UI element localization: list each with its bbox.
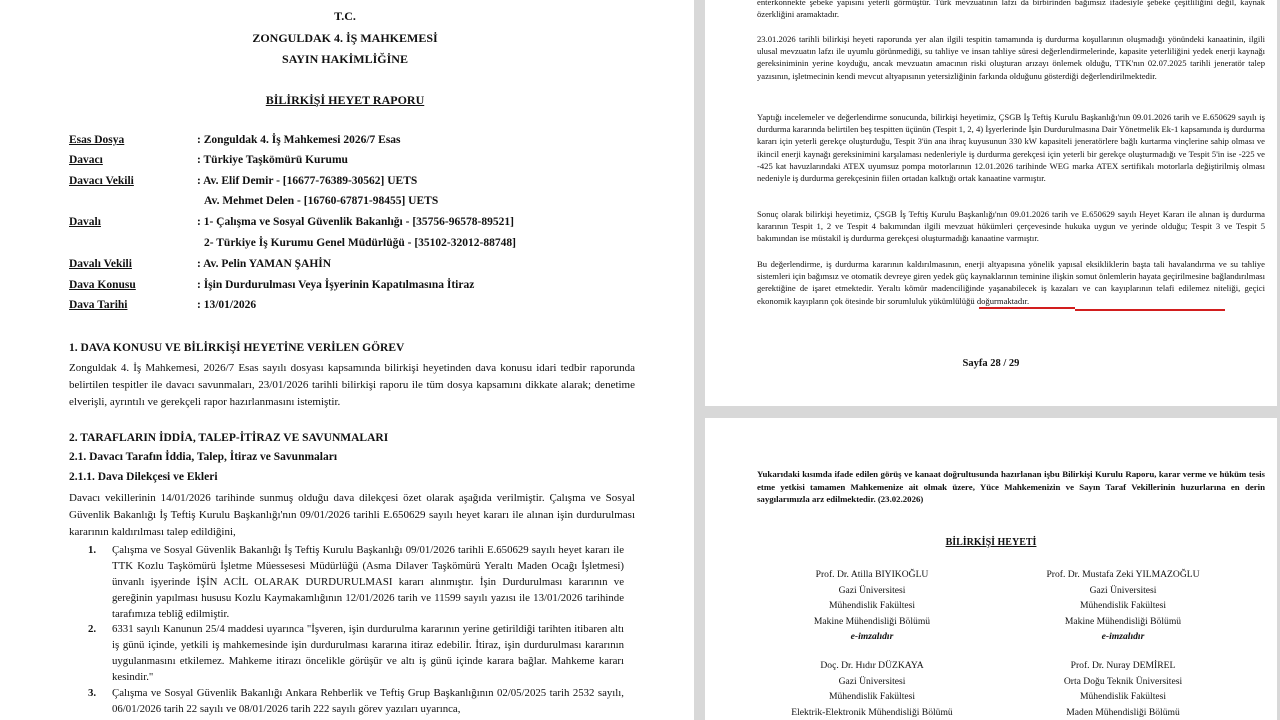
meta-value: Av. Mehmet Delen - [16760-67871-98455] UETS [204, 195, 439, 207]
committee-title: BİLİRKİŞİ HEYETİ [945, 537, 1037, 548]
signatory-block [993, 567, 1253, 645]
meta-value: : 1- Çalışma ve Sosyal Güvenlik Bakanlığı - [35756-96578-89521] [197, 216, 514, 228]
section-2-1-1-paragraph: Davacı vekillerinin 14/01/2026 tarihinde sunmuş olduğu dava dilekçesi özet olarak aşağıda verilmiştir. Çalışma ve Sosyal Güvenlik Bakanlığı İş Teftiş Kurulu Başkanlığı'nın 09/01/2026 tarihli E.650629 sayılı heyet kararı ile alınan işin durdurulması kararının kaldırılması talep edildiğini, [69, 492, 635, 538]
meta-key: Dava Tarihi [69, 299, 128, 311]
paragraph: Bu değerlendirme, iş durdurma kararının kaldırılmasının, enerji altyapısına yönelik yapısal eksikliklerin başta tali havalandırma ve su tahliye sistemleri için bağımsız ve otomatik devreye giren yedek güç kaynaklarının teminine ilişkin somut önlemlerin hayata geçirilmesine bağlandırılması gerektiğine de işaret etmektedir. Yeraltı kömür madenciliğinde yaşanabilecek iş kazaları ve can kayıplarının telafi edilemez niteliği, geçici ekonomik kayıpların çok ötesinde bir sorumluluk yükümlülüğü doğurmaktadır. [757, 259, 1265, 306]
signatory-faculty: Mühendislik Fakültesi [828, 691, 916, 702]
section-2-heading: 2. TARAFLARIN İDDİA, TALEP-İTİRAZ VE SAVUNMALARI [69, 432, 389, 444]
signatory-faculty: Mühendislik Fakültesi [1079, 600, 1167, 611]
meta-value: : Zonguldak 4. İş Mahkemesi 2026/7 Esas [197, 134, 401, 146]
right-bottom-document-page [705, 418, 1277, 720]
list-item-number: 2. [88, 623, 97, 635]
meta-key: Davacı [69, 154, 103, 166]
meta-value: : Türkiye Taşkömürü Kurumu [197, 154, 348, 166]
meta-row [69, 134, 401, 146]
signatory-block [993, 658, 1253, 720]
e-signature-note: e-imzalıdır [850, 631, 894, 642]
meta-key: Davalı [69, 216, 101, 228]
header-tc: T.C. [334, 9, 356, 23]
signatory-faculty: Mühendislik Fakültesi [1079, 691, 1167, 702]
signatory-university: Gazi Üniversitesi [1089, 584, 1157, 596]
signatory-university: Orta Doğu Teknik Üniversitesi [1063, 675, 1183, 687]
list-item-number: 1. [88, 544, 97, 556]
paragraph: Sonuç olarak bilirkişi heyetimiz, ÇSGB İş Teftiş Kurulu Başkanlığı'nın 09.01.2026 tarih ve E.650629 sayılı Heyet Kararı ile alınan iş durdurma kararının Tespit 1, 2 ve Tespit 4 bakımından ilgili mevzuat hükümleri çerçevesinde hukuka uygun ve yerinde olduğu; Tespit 3 ve Tespit 5 bakımından ise müstakil iş durdurma gerekçesi oluşturmadığı kanaatine varmıştır. [757, 209, 1265, 244]
paragraph: Yaptığı incelemeler ve değerlendirme sonucunda, bilirkişi heyetimiz, ÇSGB İş Teftiş Kurulu Başkanlığı'nın 09.01.2026 tarih ve E.650629 sayılı iş durdurma kararında belirtilen beş tespitten üçünün (Tespit 1, 2, 4) İşyerlerinde İşin Durdurulmasına Dair Yönetmelik Ek-1 kapsamında iş durdurma kararı için yeterli gerekçe oluşturduğu, Tespit 3'ün ana ihraç kuyusunun 330 kW kapasiteli jeneratörlere bağlı kurtarma vinçlerine sahip olması ve ikincil enerji kaynağı gereksinimini karşılaması nedenleriyle iş durdurma gerekçesi için yeterli bir gerekçe oluşturmadığı ve Tespit 5'in ise -225 ve -425 kat havuzlarındaki ATEX uyumsuz pompa motorlarının 12.01.2026 tarihinde WEG marka ATEX sertifikalı motorlarla değiştirilmiş olması nedeniyle iş durdurma gerekçesinin fiilen ortadan kalktığı ortak kanaatine varmıştır. [757, 112, 1265, 184]
meta-value: : İşin Durdurulması Veya İşyerinin Kapatılmasına İtiraz [197, 279, 475, 291]
section-1-paragraph: Zonguldak 4. İş Mahkemesi, 2026/7 Esas sayılı dosyası kapsamında bilirkişi heyetinden dava konusu idari tedbir raporunda belirtilen tespitler ile davacı savunmaları, 23/01/2026 tarihli bilirkişi raporu ile tüm dosya kapsamını dikkate alarak; denetime elverişli, ayrıntılı ve gerekçeli rapor hazırlanmasını istemiştir. [69, 362, 635, 408]
signatory-name: Doç. Dr. Hıdır DÜZKAYA [820, 660, 924, 671]
meta-key: Davalı Vekili [69, 258, 132, 270]
meta-row [69, 216, 514, 228]
e-signature-note: e-imzalıdır [1101, 631, 1145, 642]
paragraph: enterkonnekte şebeke yapısını yeterli görmüştür. Türk mevzuatının lafzı da birbirinden bağımsız ifadesiyle şebeke çeşitliliğini değil, kaynak özerkliğini aramaktadır. [757, 0, 1265, 20]
signatory-department: Elektrik-Elektronik Mühendisliği Bölümü [791, 706, 953, 718]
meta-value: 2- Türkiye İş Kurumu Genel Müdürlüğü - [35102-32012-88748] [204, 237, 516, 249]
list-item-text: Çalışma ve Sosyal Güvenlik Bakanlığı İş Teftiş Kurulu Başkanlığı 09/01/2026 tarihli E.650629 sayılı heyet kararı ile TTK Kozlu Taşkömürü İşletme Müessesesi Müdürlüğü (Asma Dilaver Taşkömürü Yeraltı Maden Ocağı İşletmesi) ünvanlı işyerinde İŞİN ACİL OLARAK DURDURULMASI kararı alınmıştır. İşin Durdurulması kararının ve gereğinin yapılması hususu Kozlu Kaymakamlığının 12/01/2026 tarih ve 11599 sayılı yazısı ile 13/01/2026 tarihinde tarafımıza tebliğ edilmiştir. [112, 544, 624, 620]
signatory-name: Prof. Dr. Atilla BIYIKOĞLU [815, 569, 929, 580]
signatory-department: Makine Mühendisliği Bölümü [813, 615, 931, 627]
signatory-block [742, 567, 1002, 645]
list-item-number: 3. [88, 687, 97, 699]
meta-value: : Av. Elif Demir - [16677-76389-30562] UETS [197, 175, 418, 187]
meta-key: Davacı Vekili [69, 175, 134, 187]
header-judge: SAYIN HAKİMLİĞİNE [282, 52, 408, 66]
meta-row [69, 195, 438, 207]
meta-row [69, 154, 348, 166]
header-court: ZONGULDAK 4. İŞ MAHKEMESİ [252, 31, 438, 45]
signatory-university: Gazi Üniversitesi [838, 675, 906, 687]
meta-row [69, 299, 256, 311]
red-underline-annotation [1075, 309, 1225, 311]
signatory-university: Gazi Üniversitesi [838, 584, 906, 596]
meta-row [69, 237, 516, 249]
meta-key: Dava Konusu [69, 279, 136, 291]
meta-value: : Av. Pelin YAMAN ŞAHİN [197, 258, 332, 270]
meta-key: Esas Dosya [69, 134, 125, 146]
page-number: Sayfa 28 / 29 [962, 358, 1020, 369]
signatory-block [742, 658, 1002, 720]
signatory-name: Prof. Dr. Nuray DEMİREL [1070, 660, 1176, 671]
paragraph: 23.01.2026 tarihli bilirkişi heyeti raporunda yer alan ilgili tespitin tamamında iş durdurma koşullarının oluşmadığı yönündeki kanaatinin, ilgili ulusal mevzuatın lafzı ile uyumlu görünmediği, su tahliye ve insan tahliye süresi değerlendirmelerinde, kapasite yeterliliğini yedek enerji kaynağı gereksiniminin yerine koyduğu, ancak mevzuatın amacının riski oluşturan arızayı önlemek olduğu, TTK'nın 02.07.2025 tarihli jeneratör talep yazısının, işletmecinin kendi mevcut altyapısının yetersizliğinin farkında olduğunu gösterdiği değerlendirilmektedir. [757, 34, 1265, 81]
section-1-heading: 1. DAVA KONUSU VE BİLİRKİŞİ HEYETİNE VERİLEN GÖREV [69, 342, 405, 354]
right-top-document-page [705, 0, 1277, 406]
signatory-faculty: Mühendislik Fakültesi [828, 600, 916, 611]
list-item-text: 6331 sayılı Kanunun 25/4 maddesi uyarınca "İşveren, işin durdurulma kararının yerine getirildiği tarihten itibaren altı iş günü içinde, yetkili iş mahkemesinde işin durdurulması kararına itiraz edebilir. İtiraz, işin durdurulması kararının uygulanmasını etkilemez. Mahkeme itirazı öncelikle görüşür ve altı iş günü içinde karara bağlar. Mahkeme kararı kesindir." [112, 623, 624, 683]
meta-row [69, 258, 331, 270]
signatory-name: Prof. Dr. Mustafa Zeki YILMAZOĞLU [1046, 569, 1200, 580]
report-title: BİLİRKİŞİ HEYET RAPORU [265, 93, 425, 107]
section-2-1-heading: 2.1. Davacı Tarafın İddia, Talep, İtiraz ve Savunmaları [69, 451, 338, 463]
meta-row [69, 279, 474, 291]
signatory-department: Maden Mühendisliği Bölümü [1066, 706, 1180, 718]
signatory-department: Makine Mühendisliği Bölümü [1064, 615, 1182, 627]
closing-statement: Yukarıdaki kısımda ifade edilen görüş ve kanaat doğrultusunda hazırlanan işbu Bilirkişi Kurulu Raporu, karar verme ve hüküm tesis etme yetkisi tamamen Mahkemenize ait olmak üzere, Yüce Mahkemenizin ve Sayın Taraf Vekillerinin huzurlarına en derin saygılarımızla arz edilmektedir. (23.02.2026) [757, 469, 1265, 504]
meta-value: : 13/01/2026 [197, 299, 257, 311]
red-underline-annotation [979, 307, 1075, 309]
section-2-1-1-heading: 2.1.1. Dava Dilekçesi ve Ekleri [69, 471, 218, 483]
list-item-text: Çalışma ve Sosyal Güvenlik Bakanlığı Ankara Rehberlik ve Teftiş Grup Başkanlığının 02/05/2025 tarih 2532 sayılı, 06/01/2026 tarih 22 sayılı ve 08/01/2026 tarih 222 sayılı görev yazıları uyarınca, [112, 687, 624, 715]
meta-row [69, 175, 417, 187]
